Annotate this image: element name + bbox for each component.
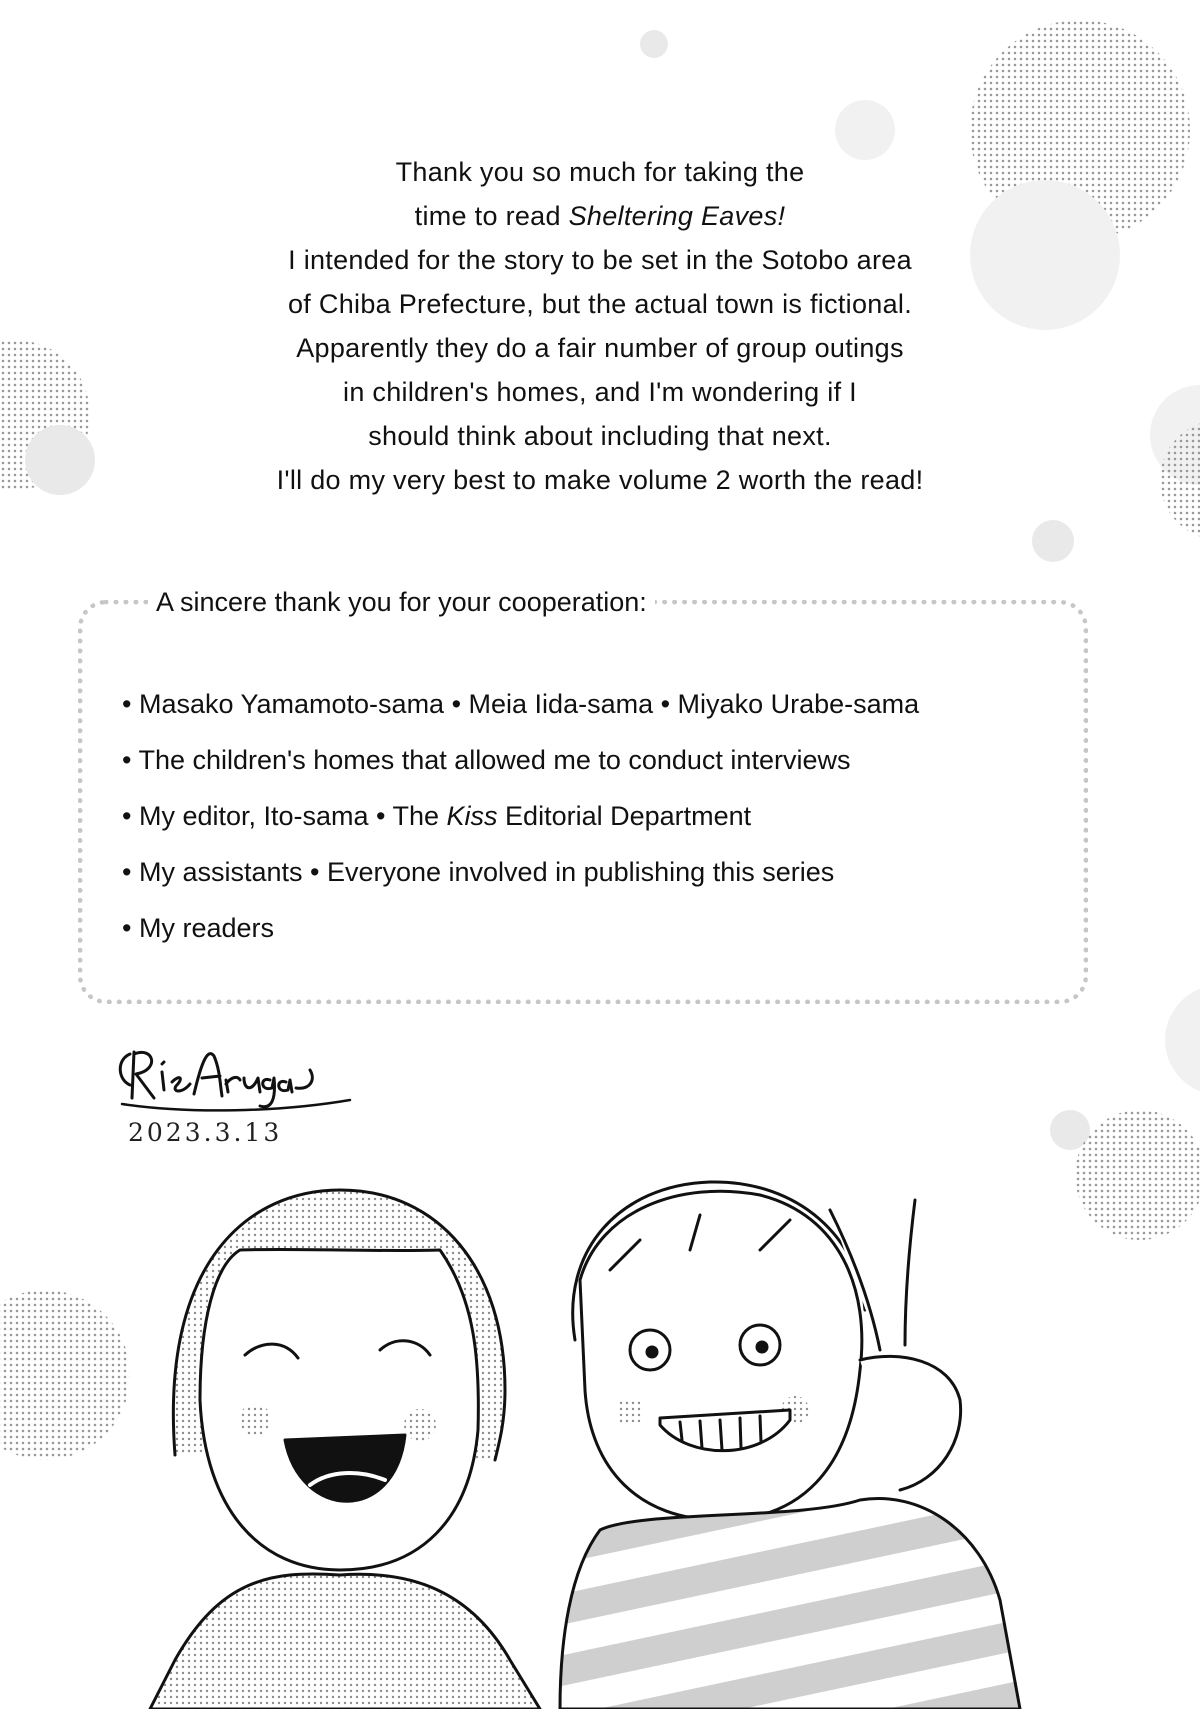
credits-text: Editorial Department: [497, 801, 752, 831]
credits-list: [122, 676, 919, 956]
credits-item: • The children's homes that allowed me to conduct interviews: [122, 745, 851, 775]
message-text: time to read: [414, 201, 569, 231]
credits-item: • My assistants • Everyone involved in publishing this series: [122, 857, 835, 887]
decorative-circle: [1032, 520, 1074, 562]
magazine-title: Kiss: [446, 801, 498, 831]
message-line: I'll do my very best to make volume 2 worth the read!: [276, 465, 924, 495]
credits-text: • My editor, Ito-sama • The: [122, 801, 447, 831]
message-line: Thank you so much for taking the: [395, 157, 805, 187]
credits-item: [122, 788, 919, 844]
decorative-circle: [640, 30, 668, 58]
series-title: Sheltering Eaves!: [568, 201, 786, 231]
message-line: Apparently they do a fair number of group outings: [296, 333, 904, 363]
message-line: of Chiba Prefecture, but the actual town is fictional.: [287, 289, 913, 319]
decorative-circle: [25, 425, 95, 495]
message-line: [150, 194, 1050, 238]
children-illustration: [0, 1100, 1200, 1709]
message-line: in children's homes, and I'm wondering if I: [343, 377, 857, 407]
decorative-circle: [1165, 985, 1200, 1095]
credits-item: • My readers: [122, 913, 274, 943]
message-line: should think about including that next.: [368, 421, 832, 451]
credits-item: • Masako Yamamoto-sama • Meia Iida-sama • Miyako Urabe-sama: [122, 689, 920, 719]
message-line: I intended for the story to be set in the Sotobo area: [288, 245, 912, 275]
credits-title: A sincere thank you for your cooperation:: [148, 587, 655, 618]
thank-you-message: [150, 150, 1050, 502]
signature-date: 2023.3.13: [128, 1118, 283, 1147]
